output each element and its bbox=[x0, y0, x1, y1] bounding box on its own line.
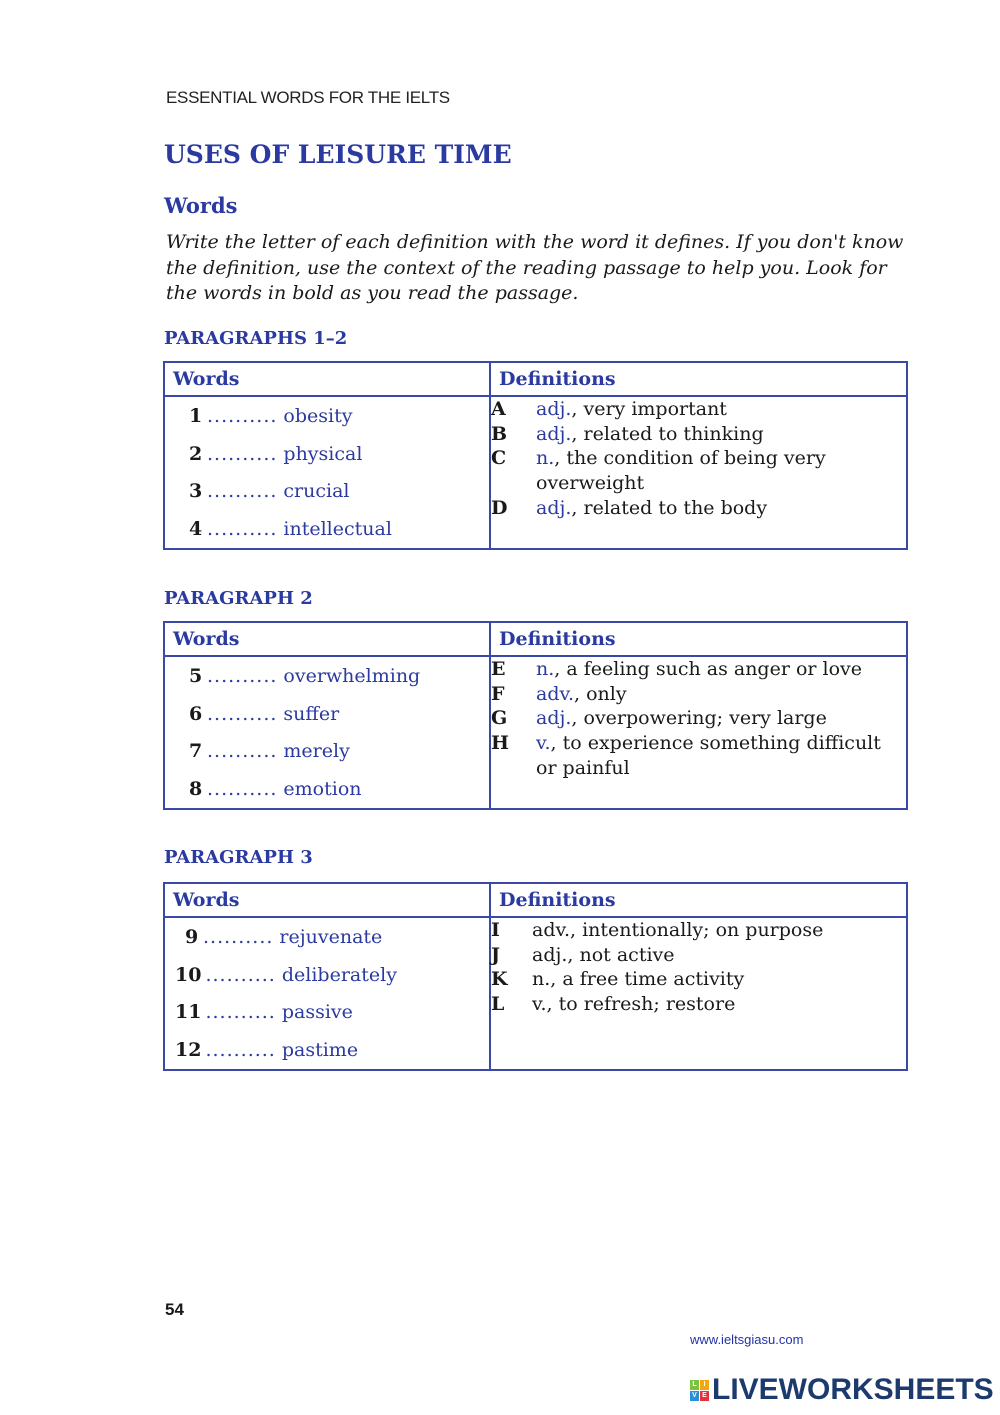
answer-blank[interactable]: .......... bbox=[207, 517, 278, 540]
definition-row bbox=[491, 496, 906, 521]
part-of-speech: n. bbox=[536, 447, 555, 470]
definition-letter: H bbox=[491, 732, 509, 755]
word-row bbox=[165, 398, 489, 436]
answer-blank[interactable]: .......... bbox=[203, 926, 274, 948]
word-row bbox=[165, 658, 489, 696]
item-number: 10 bbox=[175, 963, 202, 986]
definition-text: , overpowering; very large bbox=[571, 707, 827, 730]
definition-row bbox=[491, 706, 906, 731]
item-number: 9 bbox=[185, 926, 199, 948]
definition-letter: I bbox=[491, 919, 500, 941]
definition-text: , to refresh; restore bbox=[546, 993, 736, 1016]
definition-text: , a free time activity bbox=[550, 968, 745, 991]
column-header-definitions: Definitions bbox=[490, 362, 907, 396]
section-subtitle: Words bbox=[164, 193, 238, 218]
vocab-word: suffer bbox=[283, 702, 340, 725]
vocab-word: physical bbox=[283, 442, 363, 465]
definition-letter: E bbox=[491, 658, 506, 680]
definition-row bbox=[491, 918, 906, 943]
definition-letter: J bbox=[491, 943, 500, 966]
definition-letter: F bbox=[491, 682, 505, 705]
vocabulary-table bbox=[163, 882, 908, 1071]
definition-letter: B bbox=[491, 422, 508, 445]
answer-blank[interactable]: .......... bbox=[207, 777, 278, 800]
word-row bbox=[165, 696, 489, 734]
item-number: 11 bbox=[175, 1001, 202, 1023]
vocab-word: pastime bbox=[281, 1038, 359, 1061]
definition-text: , very important bbox=[571, 398, 727, 420]
definition-letter: G bbox=[491, 707, 508, 730]
answer-blank[interactable]: .......... bbox=[207, 740, 278, 762]
vocab-word: emotion bbox=[283, 777, 362, 800]
part-of-speech: n. bbox=[536, 658, 555, 680]
item-number: 4 bbox=[189, 517, 203, 540]
part-of-speech: adj. bbox=[536, 707, 572, 730]
definition-text: , not active bbox=[567, 943, 675, 966]
definition-row bbox=[491, 446, 906, 495]
page-title: USES OF LEISURE TIME bbox=[164, 140, 512, 169]
vocab-word: rejuvenate bbox=[279, 926, 383, 948]
word-row bbox=[165, 436, 489, 474]
part-of-speech: n. bbox=[532, 968, 551, 991]
word-row bbox=[165, 1032, 489, 1070]
word-row bbox=[165, 994, 489, 1032]
vocab-word: intellectual bbox=[283, 517, 392, 540]
definition-row bbox=[491, 731, 906, 780]
definition-text: , only bbox=[574, 682, 627, 705]
column-header-words: Words bbox=[164, 622, 490, 656]
part-of-speech: v. bbox=[532, 993, 547, 1016]
definition-text: , to experience something difficult or painful bbox=[536, 732, 881, 779]
vocab-word: obesity bbox=[283, 405, 353, 427]
part-of-speech: adj. bbox=[536, 422, 572, 445]
item-number: 12 bbox=[175, 1038, 202, 1061]
answer-blank[interactable]: .......... bbox=[205, 963, 276, 986]
column-header-definitions: Definitions bbox=[490, 622, 907, 656]
part-of-speech: v. bbox=[536, 732, 551, 755]
answer-blank[interactable]: .......... bbox=[205, 1001, 276, 1023]
word-row bbox=[165, 733, 489, 771]
word-row bbox=[165, 957, 489, 995]
definition-letter: L bbox=[491, 993, 505, 1016]
logo-mark-icon: L I V E bbox=[690, 1380, 709, 1401]
definition-text: , a feeling such as anger or love bbox=[554, 658, 863, 680]
paragraph-heading: PARAGRAPH 2 bbox=[164, 588, 313, 609]
definition-letter: D bbox=[491, 496, 508, 519]
definition-row bbox=[491, 943, 906, 968]
definition-text: , the condition of being very overweight bbox=[536, 447, 826, 495]
definition-letter: K bbox=[491, 968, 508, 991]
word-row bbox=[165, 473, 489, 511]
vocabulary-table bbox=[163, 361, 908, 550]
liveworksheets-logo bbox=[690, 1373, 994, 1407]
vocab-word: passive bbox=[281, 1001, 353, 1023]
item-number: 3 bbox=[189, 480, 203, 502]
instructions: Write the letter of each definition with the word it defines. If you don't know the definition, use the context of the reading passage to help you. Look for the words in bold as you read the passage. bbox=[166, 231, 904, 304]
answer-blank[interactable]: .......... bbox=[207, 442, 278, 465]
column-header-definitions: Definitions bbox=[490, 883, 907, 917]
vocab-word: merely bbox=[283, 740, 350, 762]
word-row bbox=[165, 511, 489, 549]
vocab-word: overwhelming bbox=[283, 665, 421, 687]
definition-text: , intentionally; on purpose bbox=[570, 919, 824, 941]
definition-letter: A bbox=[491, 398, 506, 420]
part-of-speech: adj. bbox=[536, 398, 572, 420]
vocabulary-table bbox=[163, 621, 908, 810]
paragraph-heading: PARAGRAPH 3 bbox=[164, 847, 313, 868]
item-number: 2 bbox=[189, 442, 203, 465]
part-of-speech: adv. bbox=[536, 682, 575, 705]
word-row bbox=[165, 919, 489, 957]
item-number: 6 bbox=[189, 702, 203, 725]
part-of-speech: adv. bbox=[532, 919, 571, 941]
page-number: 54 bbox=[165, 1300, 184, 1319]
vocab-word: deliberately bbox=[281, 963, 397, 986]
column-header-words: Words bbox=[164, 883, 490, 917]
item-number: 8 bbox=[189, 777, 203, 800]
column-header-words: Words bbox=[164, 362, 490, 396]
answer-blank[interactable]: .......... bbox=[205, 1038, 276, 1061]
definition-row bbox=[491, 397, 906, 422]
part-of-speech: adj. bbox=[532, 943, 568, 966]
word-row bbox=[165, 771, 489, 809]
part-of-speech: adj. bbox=[536, 496, 572, 519]
definition-row bbox=[491, 682, 906, 707]
definition-row bbox=[491, 422, 906, 447]
definition-letter: C bbox=[491, 447, 507, 470]
item-number: 1 bbox=[189, 405, 203, 427]
item-number: 7 bbox=[189, 740, 203, 762]
answer-blank[interactable]: .......... bbox=[207, 665, 278, 687]
definition-row bbox=[491, 992, 906, 1017]
running-head: ESSENTIAL WORDS FOR THE IELTS bbox=[166, 88, 450, 107]
paragraph-heading: PARAGRAPHS 1–2 bbox=[164, 328, 348, 349]
definition-text: , related to thinking bbox=[571, 422, 764, 445]
definition-row bbox=[491, 657, 906, 682]
answer-blank[interactable]: .......... bbox=[207, 480, 278, 502]
item-number: 5 bbox=[189, 665, 203, 687]
website-link[interactable]: www.ieltsgiasu.com bbox=[690, 1332, 804, 1347]
definition-text: , related to the body bbox=[571, 496, 768, 519]
vocab-word: crucial bbox=[283, 480, 350, 502]
answer-blank[interactable]: .......... bbox=[207, 702, 278, 725]
logo-text: LIVEWORKSHEETS bbox=[712, 1373, 994, 1406]
definition-row bbox=[491, 967, 906, 992]
answer-blank[interactable]: .......... bbox=[207, 405, 278, 427]
